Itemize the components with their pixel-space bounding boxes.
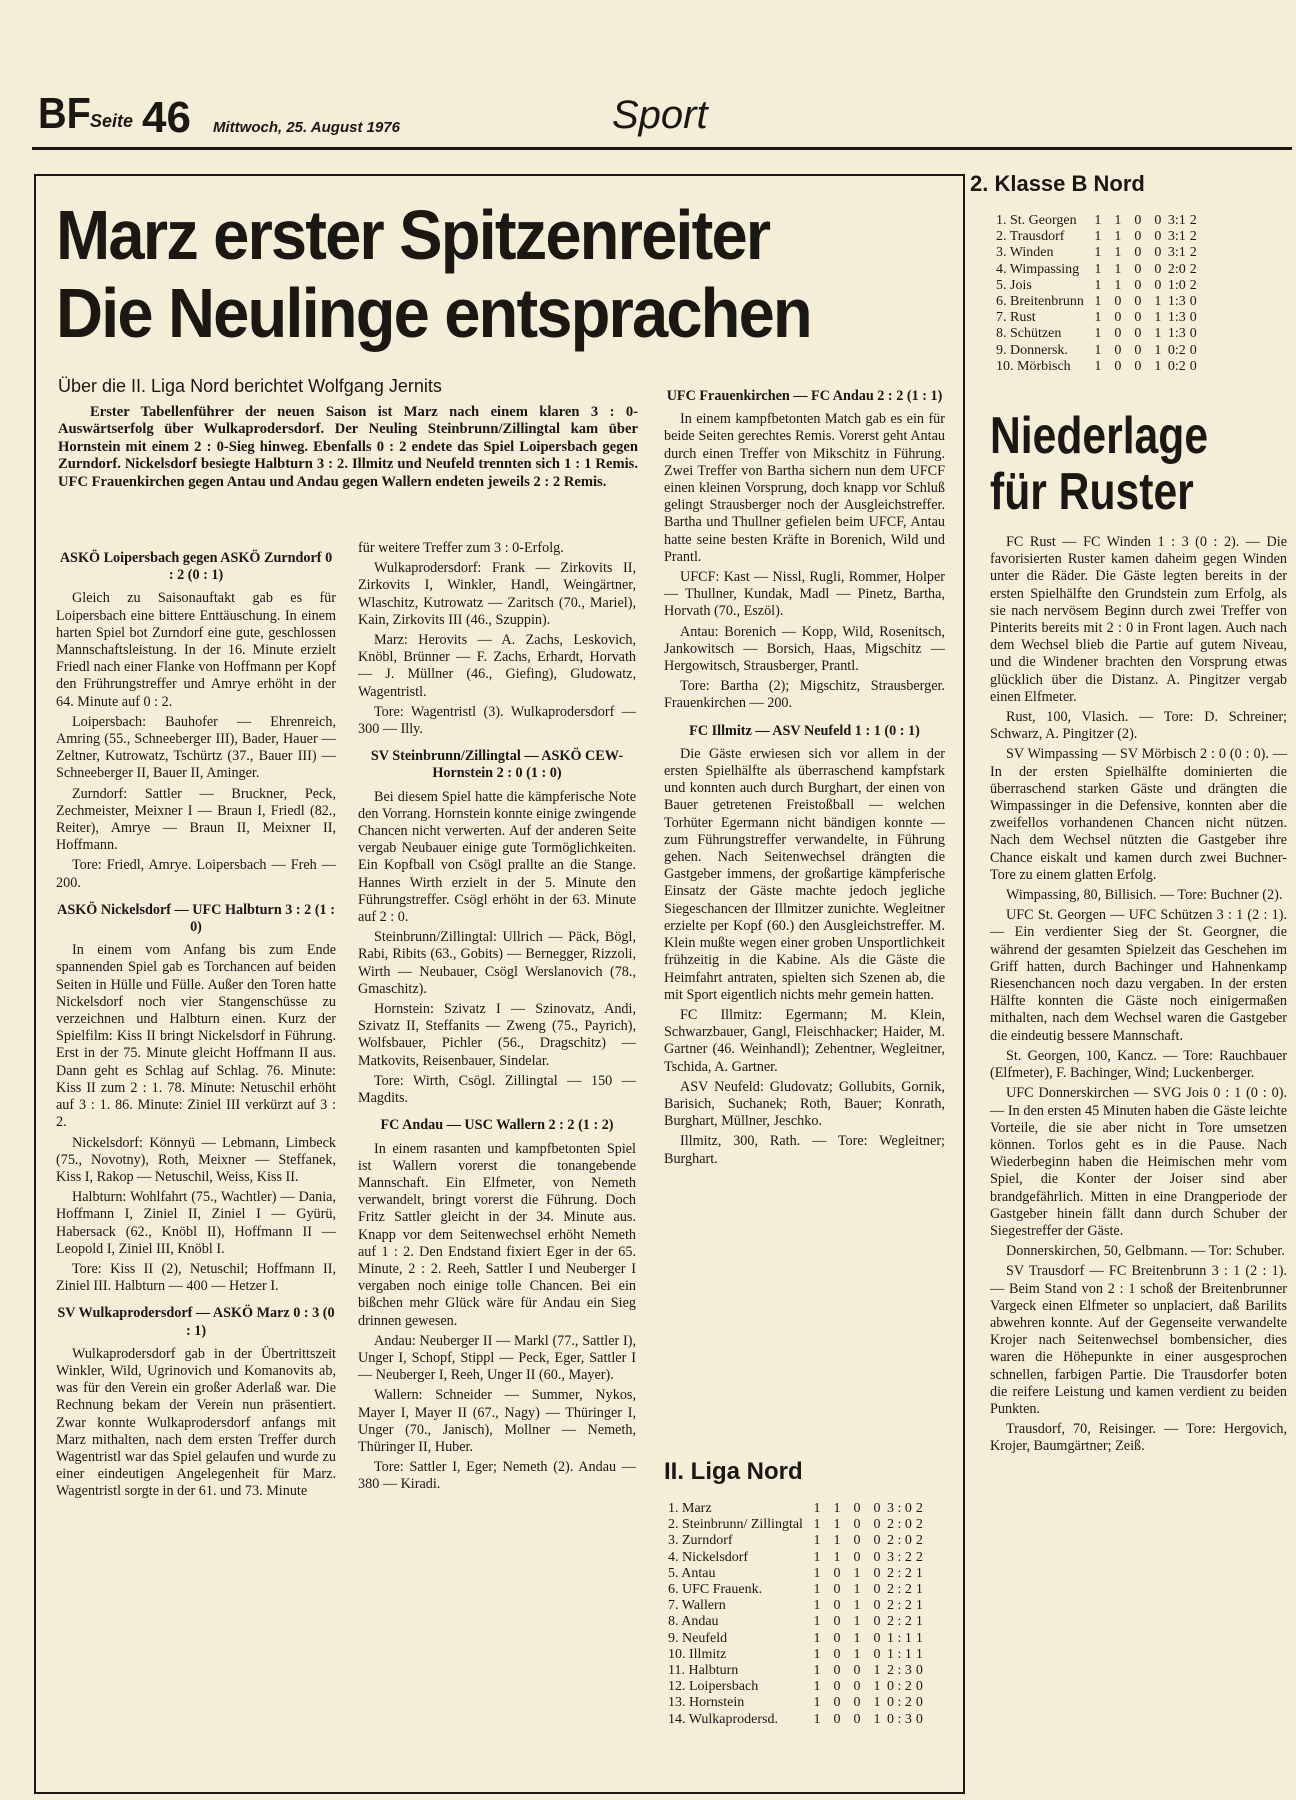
table-cell: 3 : 2 — [886, 1549, 912, 1565]
table-cell: 1 — [873, 1663, 881, 1679]
table-cell: 0 — [853, 1663, 861, 1679]
table-cell: 0 — [873, 1565, 881, 1581]
table-row — [668, 1550, 927, 1566]
table-cell: 0 — [1189, 326, 1197, 342]
side-headline-line-1: Niederlage — [990, 407, 1209, 465]
table-cell: 0 — [873, 1549, 881, 1565]
article-paragraph: Donnerskirchen, 50, Gelbmann. — Tor: Schuber. — [1006, 1243, 1285, 1260]
table-cell: 0 — [873, 1614, 881, 1630]
headline-line-2: Die Neulinge entsprachen — [56, 274, 811, 352]
team-name: 2. Trausdorf — [996, 229, 1065, 245]
table-row — [668, 1712, 927, 1728]
team-name: 9. Neufeld — [668, 1630, 728, 1646]
team-name: 5. Antau — [668, 1565, 716, 1581]
table-cell: 0 — [853, 1695, 861, 1711]
table-cell: 0 — [1134, 294, 1142, 310]
article-paragraph: Loipersbach: Bauhofer — Ehrenreich, Amring (55., Schneeberger III), Bader, Hauer — Zeltner, Kutrowatz, Tschürtz (37., Bauer III) — Schneeberger II, Bauer II, Aminger. — [56, 713, 336, 782]
table-cell: 3:1 — [1167, 213, 1186, 228]
table-cell: 1 — [1154, 294, 1162, 310]
article-paragraph: Hornstein: Szivatz I — Szinovatz, Andi, Szivatz II, Steffanits — Zweng (75., Payrich), Wolfsbauer, Pichler (56., Dragschitz) — Matkovits, Reisenbauer, Sindelar. — [358, 1001, 636, 1069]
table-row — [996, 310, 1201, 326]
table-cell: 2 — [1189, 213, 1197, 228]
table-cell: 1 — [1094, 294, 1102, 310]
match-heading: FC Illmitz — ASV Neufeld 1 : 1 (0 : 1) — [689, 722, 920, 739]
table-cell: 3:1 — [1167, 245, 1186, 261]
table-cell: 1 — [1094, 358, 1102, 374]
table-row — [996, 359, 1201, 375]
article-paragraph: FC Illmitz: Egermann; M. Klein, Schwarzbauer, Gangl, Fleischhacker; Haider, M. Gartner (46. Weinhandl); Zehentner, Wegleitner, Tschida, A. Gartner. — [664, 1006, 945, 1075]
table-row — [668, 1598, 927, 1614]
table-cell: 0 — [853, 1679, 861, 1695]
table-cell: 2 : 0 — [886, 1517, 912, 1533]
table-cell: 0 — [833, 1582, 841, 1598]
team-name: 2. Steinbrunn/ Zillingtal — [668, 1517, 803, 1533]
table-cell: 0 — [1114, 342, 1122, 358]
klasse-table-title: 2. Klasse B Nord — [970, 171, 1145, 196]
klasse-standings-table — [996, 213, 1201, 375]
table-cell: 0 — [1154, 229, 1162, 245]
article-column-1 — [56, 540, 336, 1504]
team-name: 9. Donnersk. — [996, 342, 1068, 358]
table-cell: 0 — [915, 1695, 923, 1711]
table-cell: 0 — [833, 1565, 841, 1581]
table-cell: 0 — [1134, 277, 1142, 293]
article-paragraph: Wulkaprodersdorf: Frank — Zirkovits II, Zirkovits I, Winkler, Handl, Weingärtner, Wlaschitz, Kutrowatz — Zaritsch (70., Mariel), Kain, Zirkovits III (46., Szuppin). — [358, 560, 636, 628]
article-paragraph: In einem rasanten und kampfbetonten Spiel ist Wallern vorerst die tonangebende Mannschaft. Ein Elfmeter, von Nemeth verwandelt, bringt vorerst die Führung. Doch Fritz Sattler gleicht in der 34. Minute aus. Knapp vor dem Seitenwechsel erhöht Nemeth auf 1 : 2. Den Endstand fixiert Eger in der 65. Minute, 2 : 2. Reeh, Sattler I und Neuberger I vergaben noch einige tolle Chancen. Bei ein bißchen mehr Glück wäre für Andau ein Sieg drinnen gewesen. — [358, 1140, 636, 1329]
table-row — [668, 1582, 927, 1598]
team-name: 4. Wimpassing — [996, 261, 1080, 277]
article-paragraph: Wimpassing, 80, Billisich. — Tore: Buchner (2). — [1006, 887, 1283, 904]
table-cell: 1 — [915, 1630, 923, 1646]
table-cell: 1 — [915, 1598, 923, 1614]
article-paragraph: In einem kampfbetonten Match gab es ein für beide Seiten gerechtes Remis. Vorerst geht Antau durch einen Treffer von Mikschitz in Führung. Zwei Treffer von Bartha sichern nun dem UFCF einen kleinen Vorsprung, doch knapp vor Schluß gelingt Strausberger noch der Ausgleichstreffer. Bartha und Thullner gefielen beim UFCF, Antau hatte seine besten Kräfte in Borenich, Wild und Prantl. — [664, 411, 945, 565]
table-cell: 1 — [853, 1614, 861, 1630]
article-paragraph: Illmitz, 300, Rath. — Tore: Wegleitner; Burghart. — [664, 1133, 945, 1167]
article-paragraph: Tore: Bartha (2); Migschitz, Strausberger. Frauenkirchen — 200. — [664, 678, 945, 712]
table-cell: 0 — [873, 1646, 881, 1662]
table-cell: 1 — [833, 1549, 841, 1565]
article-paragraph: Halbturn: Wohlfahrt (75., Wachtler) — Dania, Hoffmann I, Ziniel II, Ziniel I — Gyürü, Habersack (62., Knöbl II), Hoffmann II — Leopold I, Ziniel III, Knöbl I. — [56, 1189, 336, 1257]
table-cell: 1 — [813, 1679, 821, 1695]
table-cell: 0 — [833, 1646, 841, 1662]
table-cell: 1 — [813, 1711, 821, 1727]
table-cell: 1:3 — [1167, 294, 1186, 310]
team-name: 8. Schützen — [996, 326, 1062, 342]
article-paragraph: Bei diesem Spiel hatte die kämpferische Note den Vorrang. Hornstein konnte einige zwingende Chancen nicht verwerten. Auf der anderen Seite vergab Neubauer einige gute Tormöglichkeiten. Ein Kopfball von Csögl prallte an die Stange. Hannes Wirth erzielt in der 5. Minute den Führungstreffer. Csögl erhöht in der 63. Minute auf 2 : 0. — [358, 788, 636, 926]
table-cell: 0 — [915, 1711, 923, 1727]
table-cell: 1 — [1094, 277, 1102, 293]
table-cell: 1 — [1154, 358, 1162, 374]
newspaper-logo: BF — [38, 89, 91, 138]
team-name: 10. Mörbisch — [996, 358, 1071, 374]
table-cell: 1 — [1154, 326, 1162, 342]
table-cell: 0 — [1189, 310, 1197, 326]
table-cell: 1 — [813, 1517, 821, 1533]
match-heading: ASKÖ Loipersbach gegen ASKÖ Zurndorf 0 : 2 (0 : 1) — [59, 550, 333, 584]
team-name: 11. Halbturn — [668, 1663, 739, 1679]
table-cell: 1 — [1114, 229, 1122, 245]
table-cell: 0:2 — [1167, 358, 1186, 374]
table-cell: 0 — [873, 1501, 881, 1516]
table-cell: 2 — [1189, 277, 1197, 293]
table-cell: 0 — [873, 1630, 881, 1646]
table-cell: 2 — [915, 1549, 923, 1565]
table-cell: 0 — [1189, 294, 1197, 310]
article-paragraph: Gleich zu Saisonauftakt gab es für Loipersbach eine bittere Enttäuschung. In einem harten Spiel bot Zurndorf eine gute, geschlossen Mannschaftsleistung. In der 16. Minute erzielt Friedl nach einer Flanke von Hoffmann per Kopf den Frührungstreffer und Amrye erhöht in der 64. Minute auf 0 : 2. — [56, 590, 336, 710]
table-cell: 0 — [833, 1695, 841, 1711]
table-cell: 1 — [813, 1646, 821, 1662]
article-paragraph: SV Wimpassing — SV Mörbisch 2 : 0 (0 : 0). — In der ersten Spielhälfte dominierten die überraschend starken Gäste und drängten die Wimpassinger in die Defensive, konnten aber die zweifellos vorhandenen Chancen nicht nützen. Nach dem Wechsel nützten die Gastgeber ihre Chance eiskalt und kamen durch zwei Buchner-Tore zu einem glatten Erfolg. — [990, 746, 1287, 883]
table-cell: 1 — [915, 1614, 923, 1630]
table-row — [996, 278, 1201, 294]
table-row — [668, 1663, 927, 1679]
table-cell: 0 — [1134, 213, 1142, 228]
table-row — [996, 245, 1201, 261]
table-cell: 0 — [833, 1630, 841, 1646]
table-cell: 0 — [1134, 261, 1142, 277]
article-paragraph: Zurndorf: Sattler — Bruckner, Peck, Zechmeister, Meixner I — Braun I, Friedl (82., Reiter), Amrye — Braun II, Meixner II, Hoffmann. — [56, 785, 336, 854]
table-cell: 1 — [1094, 261, 1102, 277]
table-cell: 1:3 — [1167, 326, 1186, 342]
article-paragraph: Tore: Kiss II (2), Netuschil; Hoffmann II, Ziniel III. Halbturn — 400 — Hetzer I. — [56, 1260, 336, 1295]
table-row — [996, 229, 1201, 245]
table-cell: 0 : 2 — [886, 1679, 912, 1695]
table-cell: 1 — [1114, 261, 1122, 277]
article-paragraph: Antau: Borenich — Kopp, Wild, Rosenitsch, Jankowitsch — Borsich, Haas, Migschitz — Hergowitsch, Strausberger, Prantl. — [664, 623, 945, 675]
table-cell: 1 — [813, 1501, 821, 1516]
table-cell: 0 — [833, 1598, 841, 1614]
article-paragraph: UFCF: Kast — Nissl, Rugli, Rommer, Holper — Thullner, Kundak, Madl — Pinetz, Bartha, Horvath (70., Eszöl). — [664, 569, 945, 620]
match-heading: FC Andau — USC Wallern 2 : 2 (1 : 2) — [380, 1117, 614, 1134]
table-cell: 1 — [915, 1565, 923, 1581]
table-row — [668, 1695, 927, 1711]
table-cell: 1 — [1094, 310, 1102, 326]
side-headline-line-2: für Ruster — [990, 463, 1194, 521]
team-name: 3. Winden — [996, 245, 1054, 261]
table-cell: 0 — [853, 1711, 861, 1727]
table-cell: 1 — [853, 1630, 861, 1646]
match-heading: SV Wulkaprodersdorf — ASKÖ Marz 0 : 3 (0 : 1) — [57, 1305, 335, 1339]
table-cell: 1 — [915, 1582, 923, 1598]
table-row — [668, 1631, 927, 1647]
table-cell: 1 — [833, 1517, 841, 1533]
table-cell: 0 — [1134, 229, 1142, 245]
article-paragraph: SV Trausdorf — FC Breitenbrunn 3 : 1 (2 : 1). — Beim Stand von 2 : 1 schoß der Breitenbrunner Vargeck einen Elfmeter so unplaciert, daß Barilits abwehren konnte. Auf der Gegenseite verwandelte Krojer nach Seitenwechsel bombensicher, dies waren die Höhepunkte in einer ausgesprochen schnellen, farbigen Partie. Die Trausdorfer boten die reifere Leistung und kamen verdient zu beiden Punkten. — [990, 1263, 1287, 1417]
table-row — [668, 1614, 927, 1630]
article-paragraph: Tore: Friedl, Amrye. Loipersbach — Freh — 200. — [56, 857, 336, 891]
liga-table-title: II. Liga Nord — [664, 1458, 803, 1485]
table-cell: 0 — [1134, 326, 1142, 342]
table-row — [996, 262, 1201, 278]
team-name: 1. Marz — [668, 1501, 712, 1516]
table-cell: 0 — [833, 1663, 841, 1679]
article-paragraph: FC Rust — FC Winden 1 : 3 (0 : 2). — Die favorisierten Ruster kamen daheim gegen Winden unter die Räder. Die Gäste legten bereits in der ersten Spielhälfte den Grundstein zum Erfolg, als sie nach nervösem Beginn durch zwei Treffer von Pinterits bereits mit 2 : 0 in Front lagen. Auch nach dem Wechsel blieb die Partie auf gutem Niveau, und die Windener brachten den Vorsprung etwas glücklich über die Distanz. A. Pingitzer vergab einen Elfmeter. — [990, 534, 1287, 705]
table-cell: 3 : 0 — [886, 1501, 912, 1516]
table-row — [996, 213, 1201, 229]
table-cell: 1 — [1114, 213, 1122, 228]
table-cell: 1 — [813, 1549, 821, 1565]
table-cell: 0 — [1114, 358, 1122, 374]
table-cell: 1 — [813, 1598, 821, 1614]
table-cell: 0 — [853, 1549, 861, 1565]
table-cell: 1 — [853, 1582, 861, 1598]
table-cell: 1 — [813, 1565, 821, 1581]
table-cell: 2 — [1189, 261, 1197, 277]
table-cell: 0 — [1154, 261, 1162, 277]
article-paragraph: Trausdorf, 70, Reisinger. — Tore: Hergovich, Krojer, Baumgärtner; Zeiß. — [990, 1421, 1287, 1455]
team-name: 4. Nickelsdorf — [668, 1549, 749, 1565]
table-cell: 0 — [873, 1582, 881, 1598]
team-name: 6. UFC Frauenk. — [668, 1582, 763, 1598]
byline: Über die II. Liga Nord berichtet Wolfgang Jernits — [58, 376, 442, 396]
table-cell: 1 — [1094, 245, 1102, 261]
table-cell: 0 — [853, 1501, 861, 1516]
table-cell: 2 — [915, 1501, 923, 1516]
table-cell: 1 — [1094, 213, 1102, 228]
table-cell: 0 — [833, 1679, 841, 1695]
liga-standings-table — [668, 1501, 927, 1728]
header-rule — [32, 147, 1292, 150]
team-name: 7. Wallern — [668, 1598, 726, 1614]
article-paragraph: Wulkaprodersdorf gab in der Übertrittszeit Winkler, Wild, Ugrinovich und Komanovits ab, was für den Verein ein großer Aderlaß war. Die Rechnung bekam der Verein nun präsentiert. Zwar konnte Wulkaprodersdorf anfangs mit Marz mithalten, nach dem ersten Treffer durch Wagentristl war das Spiel gelaufen und wurde zu einer eindeutigen Angelegenheit für Marz. Wagentristl sorgte in der 61. und 73. Minute — [56, 1345, 336, 1500]
page-header — [0, 0, 1296, 150]
table-cell: 0 — [873, 1533, 881, 1549]
table-cell: 1:3 — [1167, 310, 1186, 326]
table-cell: 0 — [873, 1517, 881, 1533]
table-cell: 0 — [1114, 310, 1122, 326]
table-cell: 1 — [833, 1533, 841, 1549]
table-cell: 0 — [1134, 342, 1142, 358]
table-cell: 1 : 1 — [886, 1630, 912, 1646]
table-cell: 0 : 2 — [886, 1695, 912, 1711]
table-cell: 0 — [833, 1711, 841, 1727]
page-label: Seite — [90, 111, 134, 131]
table-cell: 1 — [1094, 326, 1102, 342]
table-cell: 1 — [1154, 310, 1162, 326]
team-name: 7. Rust — [996, 310, 1036, 326]
table-cell: 0 — [1189, 342, 1197, 358]
table-cell: 0 — [1114, 294, 1122, 310]
table-cell: 2 : 2 — [886, 1565, 912, 1581]
table-cell: 1 — [1094, 342, 1102, 358]
table-cell: 0 — [1154, 277, 1162, 293]
table-cell: 1 — [813, 1614, 821, 1630]
table-cell: 1 — [915, 1646, 923, 1662]
table-cell: 1 — [813, 1695, 821, 1711]
table-cell: 1 — [853, 1565, 861, 1581]
article-paragraph: ASV Neufeld: Gludovatz; Gollubits, Gornik, Barisich, Suchanek; Roth, Bauer; Konrath, Burghart, Müllner, Jeschko. — [664, 1078, 945, 1130]
table-cell: 0 — [1134, 310, 1142, 326]
table-cell: 2 : 2 — [886, 1598, 912, 1614]
side-headline — [990, 408, 1208, 520]
table-cell: 1 — [813, 1582, 821, 1598]
team-name: 1. St. Georgen — [996, 213, 1077, 228]
table-cell: 1 — [1094, 229, 1102, 245]
table-row — [668, 1566, 927, 1582]
article-paragraph: Tore: Sattler I, Eger; Nemeth (2). Andau — 380 — Kiradi. — [358, 1459, 636, 1493]
table-cell: 1 — [813, 1663, 821, 1679]
table-cell: 1 — [813, 1533, 821, 1549]
table-cell: 0 — [1114, 326, 1122, 342]
table-cell: 0 — [1154, 245, 1162, 261]
table-cell: 1:0 — [1167, 277, 1186, 293]
article-paragraph: St. Georgen, 100, Kancz. — Tore: Rauchbauer (Elfmeter), F. Bachinger, Wind; Luckenberger. — [990, 1047, 1287, 1082]
article-paragraph: UFC St. Georgen — UFC Schützen 3 : 1 (2 : 1). — Ein verdienter Sieg der St. Georgner, die während der gesamten Spielzeit das Geschehen im Griff hatten, durch Bachinger und Hahnenkamp Riesenchancen noch dazu vergaben. In der ersten Hälfte konnten die Gäste noch einigermaßen mithalten, nach dem Wechsel waren die Gastgeber die eindeutig bessere Mannschaft. — [990, 907, 1287, 1044]
article-paragraph: Steinbrunn/Zillingtal: Ullrich — Päck, Bögl, Rabi, Ribits (63., Gobits) — Bernegger, Rizzoli, Wirth — Neubauer, Csögl Werslanovich (78., Gmaschitz). — [358, 929, 636, 997]
table-row — [668, 1533, 927, 1549]
match-heading: SV Steinbrunn/Zillingtal — ASKÖ CEW-Hornstein 2 : 0 (1 : 0) — [370, 748, 624, 782]
table-cell: 2 — [1189, 245, 1197, 261]
team-name: 12. Loipersbach — [668, 1679, 759, 1695]
article-paragraph: Marz: Herovits — A. Zachs, Leskovich, Knöbl, Brünner — F. Zachs, Erhardt, Horvath — J. Müllner (46., Giefing), Gludowatz, Wagentristl. — [358, 632, 636, 700]
table-cell: 2 — [915, 1533, 923, 1549]
table-row — [996, 294, 1201, 310]
table-cell: 1 — [1114, 277, 1122, 293]
table-cell: 0 — [1189, 358, 1197, 374]
table-cell: 0 — [1154, 213, 1162, 228]
article-column-2 — [358, 540, 636, 1497]
team-name: 10. Illmitz — [668, 1646, 727, 1662]
article-paragraph: Andau: Neuberger II — Markl (77., Sattler I), Unger I, Schopf, Stippl — Peck, Eger, Sattler I — Neuberger I, Reeh, Unger II (60., Mayer). — [358, 1332, 636, 1384]
table-cell: 0 — [915, 1679, 923, 1695]
table-cell: 1 — [1154, 342, 1162, 358]
table-cell: 1 — [873, 1711, 881, 1727]
table-cell: 2 : 3 — [886, 1663, 912, 1679]
article-paragraph: Rust, 100, Vlasich. — Tore: D. Schreiner; Schwarz, A. Pingitzer (2). — [990, 709, 1287, 743]
table-cell: 2 : 2 — [886, 1582, 912, 1598]
table-cell: 1 — [813, 1630, 821, 1646]
table-cell: 3:1 — [1167, 229, 1186, 245]
team-name: 14. Wulkaprodersd. — [668, 1711, 778, 1727]
table-cell: 0 : 3 — [886, 1711, 912, 1727]
section-title: Sport — [612, 93, 708, 137]
table-cell: 0 — [1134, 358, 1142, 374]
table-row — [668, 1501, 927, 1517]
article-paragraph: In einem vom Anfang bis zum Ende spannenden Spiel gab es Torchancen auf beiden Seiten in Hülle und Fülle. Außer den Toren hatte Nickelsdorf noch vier Stangenschüsse zu verzeichnen und Halbturn einen. Kurz der Spielfilm: Kiss II bringt Nickelsdorf in Führung. Erst in der 75. Minute gleicht Hoffmann II aus. Dann geht es Schlag auf Schlag. 76. Minute: Kiss II zum 2 : 1. 78. Minute: Netuschil erhöht auf 3 : 1. 86. Minute: Ziniel III verkürzt auf 3 : 2. — [56, 942, 336, 1131]
table-cell: 1 — [853, 1598, 861, 1614]
table-row — [668, 1679, 927, 1695]
match-heading: UFC Frauenkirchen — FC Andau 2 : 2 (1 : 1) — [666, 388, 943, 404]
table-cell: 2:0 — [1167, 261, 1186, 277]
headline-line-1: Marz erster Spitzenreiter — [56, 196, 770, 274]
team-name: 6. Breitenbrunn — [996, 294, 1084, 310]
main-headline — [56, 196, 874, 352]
table-cell: 1 — [873, 1679, 881, 1695]
article-paragraph: für weitere Treffer zum 3 : 0-Erfolg. — [358, 540, 564, 556]
table-cell: 0 — [853, 1533, 861, 1549]
match-heading: ASKÖ Nickelsdorf — UFC Halbturn 3 : 2 (1 : 0) — [57, 901, 335, 936]
article-paragraph: Die Gäste erwiesen sich vor allem in der ersten Spielhälfte als überraschend kampfstark und konnten auch durch Burghart, der einen von Bauer getretenen Freistoßball — welchen Torhüter Egermann nicht bändigen konnte — zum Führungstreffer verwandelte, in Führung gehen. Nach Seitenwechsel drängten die Gastgeber immens, der großartige kämpferische Einsatz der Gäste machte jedoch jegliche Siegeschancen der Illmitzer zunichte. Wegleitner erzielte per Kopf (60.) den Ausgleichstreffer. M. Klein mußte wegen einer groben Unsportlichkeit frühzeitig in die Kabine. Als die Gäste die Heimfahrt antraten, spielten sich Szenen ab, die mit Sport eigentlich nichts mehr gemein hatten. — [664, 745, 945, 1003]
team-name: 3. Zurndorf — [668, 1533, 733, 1549]
article-paragraph: UFC Donnerskirchen — SVG Jois 0 : 1 (0 : 0). — In den ersten 45 Minuten haben die Gäste leichte Vorteile, die sie aber nicht in Tore umsetzen können. Torlos geht es in die Pause. Nach Wiederbeginn haben die Heimischen mehr vom Spiel, die Konter der Joiser sind aber brandgefährlich. Mitten in eine Drangperiode der Gastgeber hinein fällt dann durch Schuber der Siegestreffer der Gäste. — [990, 1085, 1287, 1239]
table-row — [996, 326, 1201, 342]
table-cell: 0 — [853, 1517, 861, 1533]
table-row — [668, 1517, 927, 1533]
team-name: 13. Hornstein — [668, 1695, 745, 1711]
table-cell: 1 — [833, 1501, 841, 1516]
side-article-column — [990, 534, 1287, 1459]
table-row — [996, 343, 1201, 359]
table-cell: 1 — [853, 1646, 861, 1662]
table-cell: 0 — [833, 1614, 841, 1630]
article-paragraph: Wallern: Schneider — Summer, Nykos, Mayer I, Mayer II (67., Nagy) — Thüringer I, Unger (70., Janisch), Mollner — Nemeth, Thüringer II, Huber. — [358, 1387, 636, 1455]
page-number: 46 — [142, 93, 191, 142]
table-cell: 2 : 2 — [886, 1614, 912, 1630]
team-name: 8. Andau — [668, 1614, 719, 1630]
article-paragraph: Tore: Wirth, Csögl. Zillingtal — 150 — Magdits. — [358, 1072, 636, 1107]
article-paragraph: Tore: Wagentristl (3). Wulkaprodersdorf — 300 — Illy. — [358, 703, 636, 738]
table-row — [668, 1647, 927, 1663]
article-paragraph: Nickelsdorf: Könnyü — Lebmann, Limbeck (75., Novotny), Roth, Meixner — Steffanek, Kiss I, Rakop — Netuschil, Weiss, Kiss II. — [56, 1134, 336, 1185]
table-cell: 0 — [873, 1598, 881, 1614]
table-cell: 2 : 0 — [886, 1533, 912, 1549]
table-cell: 2 — [915, 1517, 923, 1533]
table-cell: 1 — [873, 1695, 881, 1711]
table-cell: 1 : 1 — [886, 1646, 912, 1662]
table-cell: 2 — [1189, 229, 1197, 245]
table-cell: 0 — [1134, 245, 1142, 261]
team-name: 5. Jois — [996, 277, 1032, 293]
table-cell: 1 — [1114, 245, 1122, 261]
article-column-3 — [664, 378, 945, 1171]
table-cell: 0:2 — [1167, 342, 1186, 358]
table-cell: 0 — [915, 1663, 923, 1679]
issue-date: Mittwoch, 25. August 1976 — [213, 119, 400, 136]
lead-paragraph: Erster Tabellenführer der neuen Saison ist Marz nach einem klaren 3 : 0-Auswärtserfolg über Wulkaprodersdorf. Der Neuling Steinbrunn/Zillingtal kam über Hornstein mit einem 2 : 0-Sieg hinweg. Ebenfalls 0 : 2 endete das Spiel Loipersbach gegen Zurndorf. Nickelsdorf besiegte Halbturn 3 : 2. Illmitz und Neufeld trennten sich 1 : 1 Remis. UFC Frauenkirchen gegen Antau und Andau gegen Wallern endeten jeweils 2 : 2 Remis. — [58, 404, 638, 490]
